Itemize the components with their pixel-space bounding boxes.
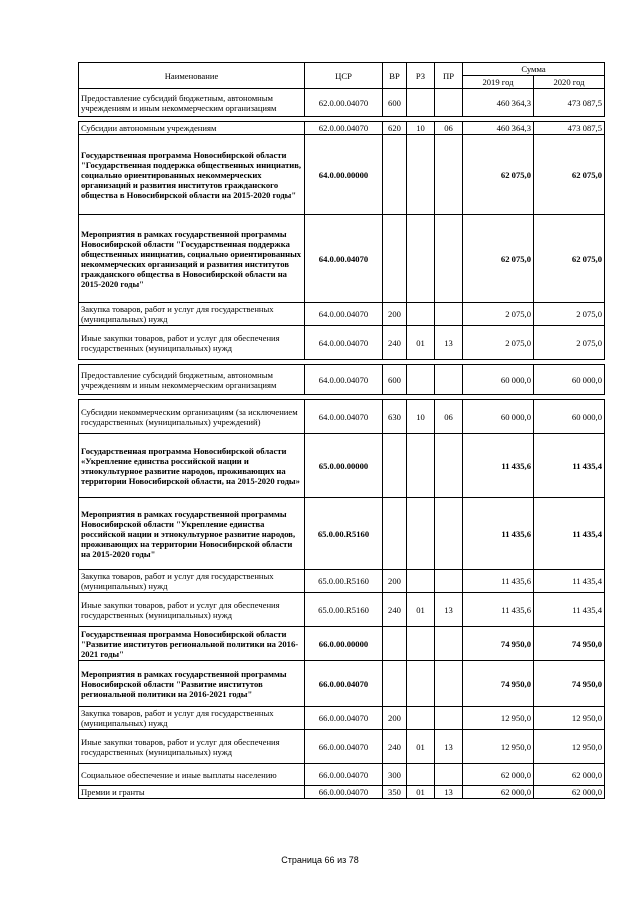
- row-2019-cell: 74 950,0: [463, 661, 534, 707]
- table-body: [79, 89, 605, 799]
- table-row: [79, 570, 605, 593]
- row-vr-cell: [383, 135, 407, 215]
- row-2020-cell: 74 950,0: [534, 627, 605, 661]
- row-name-cell: Мероприятия в рамках государственной программы Новосибирской области "Государственная поддержка общественных инициатив, социально ориентированных некоммерческих организаций и развития институтов гражданского общества в Новосибирской области на 2015-2020 годы": [79, 215, 305, 303]
- row-name-cell: Иные закупки товаров, работ и услуг для обеспечения государственных (муниципальных) нужд: [79, 326, 305, 360]
- row-vr-cell: [383, 434, 407, 498]
- row-rz-cell: 01: [407, 786, 435, 799]
- row-2019-cell: 11 435,6: [463, 570, 534, 593]
- row-csr-cell: 65.0.00.R5160: [305, 498, 383, 570]
- row-2019-cell: 11 435,6: [463, 593, 534, 627]
- row-2020-cell: 62 075,0: [534, 135, 605, 215]
- row-name-cell: Субсидии некоммерческим организациям (за исключением государственных (муниципальных) учреждений): [79, 400, 305, 434]
- row-rz-cell: [407, 215, 435, 303]
- row-pr-cell: [435, 303, 463, 326]
- row-pr-cell: [435, 434, 463, 498]
- row-rz-cell: [407, 498, 435, 570]
- row-csr-cell: 66.0.00.04070: [305, 707, 383, 730]
- row-vr-cell: 240: [383, 326, 407, 360]
- row-vr-cell: [383, 661, 407, 707]
- row-csr-cell: 64.0.00.04070: [305, 326, 383, 360]
- row-name-cell: Предоставление субсидий бюджетным, автономным учреждениям и иным некоммерческим организациям: [79, 89, 305, 117]
- row-csr-cell: 64.0.00.04070: [305, 400, 383, 434]
- row-2019-cell: 12 950,0: [463, 707, 534, 730]
- row-rz-cell: [407, 627, 435, 661]
- row-name-cell: Государственная программа Новосибирской области "Развитие институтов региональной политики на 2016-2021 годы": [79, 627, 305, 661]
- row-2019-cell: 62 075,0: [463, 135, 534, 215]
- row-vr-cell: 350: [383, 786, 407, 799]
- header-rz: РЗ: [407, 63, 435, 89]
- row-csr-cell: 64.0.00.04070: [305, 303, 383, 326]
- table-row: [79, 89, 605, 117]
- header-vr: ВР: [383, 63, 407, 89]
- row-2019-cell: 460 364,3: [463, 89, 534, 117]
- row-pr-cell: 13: [435, 786, 463, 799]
- row-name-cell: Закупка товаров, работ и услуг для государственных (муниципальных) нужд: [79, 303, 305, 326]
- row-csr-cell: 66.0.00.04070: [305, 764, 383, 786]
- row-vr-cell: 620: [383, 122, 407, 135]
- row-2020-cell: 62 000,0: [534, 764, 605, 786]
- row-2019-cell: 2 075,0: [463, 303, 534, 326]
- table-row: [79, 661, 605, 707]
- row-csr-cell: 65.0.00.R5160: [305, 570, 383, 593]
- row-name-cell: Мероприятия в рамках государственной программы Новосибирской области "Укрепление единства российской нации и этнокультурное развитие народов, проживающих на территории Новосибирской области на 2015-2020 годы": [79, 498, 305, 570]
- row-pr-cell: 13: [435, 730, 463, 764]
- row-2019-cell: 60 000,0: [463, 400, 534, 434]
- row-pr-cell: [435, 135, 463, 215]
- row-csr-cell: 64.0.00.00000: [305, 135, 383, 215]
- row-pr-cell: [435, 764, 463, 786]
- budget-table: [78, 62, 605, 799]
- header-pr: ПР: [435, 63, 463, 89]
- row-rz-cell: 10: [407, 122, 435, 135]
- row-rz-cell: [407, 434, 435, 498]
- row-pr-cell: [435, 627, 463, 661]
- row-2020-cell: 74 950,0: [534, 661, 605, 707]
- row-2020-cell: 11 435,4: [534, 434, 605, 498]
- row-vr-cell: 240: [383, 593, 407, 627]
- table-row: [79, 593, 605, 627]
- budget-table-sheet: [78, 62, 604, 799]
- row-csr-cell: 66.0.00.00000: [305, 627, 383, 661]
- row-pr-cell: [435, 661, 463, 707]
- row-vr-cell: [383, 498, 407, 570]
- row-name-cell: Иные закупки товаров, работ и услуг для обеспечения государственных (муниципальных) нужд: [79, 593, 305, 627]
- row-vr-cell: [383, 215, 407, 303]
- row-pr-cell: [435, 570, 463, 593]
- row-name-cell: Предоставление субсидий бюджетным, автономным учреждениям и иным некоммерческим организациям: [79, 365, 305, 395]
- table-row: [79, 498, 605, 570]
- page-footer: Страница 66 из 78: [281, 855, 359, 865]
- row-2019-cell: 62 000,0: [463, 786, 534, 799]
- row-rz-cell: 01: [407, 326, 435, 360]
- row-vr-cell: 600: [383, 365, 407, 395]
- table-row: [79, 786, 605, 799]
- row-rz-cell: [407, 764, 435, 786]
- row-2019-cell: 2 075,0: [463, 326, 534, 360]
- header-name: Наименование: [79, 63, 305, 89]
- table-row: [79, 707, 605, 730]
- table-row: [79, 730, 605, 764]
- row-name-cell: Закупка товаров, работ и услуг для государственных (муниципальных) нужд: [79, 707, 305, 730]
- header-2020: 2020 год: [534, 76, 605, 89]
- row-pr-cell: [435, 89, 463, 117]
- row-pr-cell: 13: [435, 326, 463, 360]
- row-2020-cell: 11 435,4: [534, 593, 605, 627]
- row-2019-cell: 11 435,6: [463, 434, 534, 498]
- row-rz-cell: 01: [407, 730, 435, 764]
- row-rz-cell: [407, 661, 435, 707]
- row-pr-cell: 06: [435, 122, 463, 135]
- row-rz-cell: [407, 89, 435, 117]
- table-row: [79, 122, 605, 135]
- table-row: [79, 365, 605, 395]
- row-rz-cell: [407, 303, 435, 326]
- row-2019-cell: 11 435,6: [463, 498, 534, 570]
- row-csr-cell: 64.0.00.04070: [305, 215, 383, 303]
- row-2020-cell: 473 087,5: [534, 89, 605, 117]
- row-rz-cell: [407, 135, 435, 215]
- row-2019-cell: 460 364,3: [463, 122, 534, 135]
- row-2020-cell: 62 075,0: [534, 215, 605, 303]
- row-2020-cell: 60 000,0: [534, 365, 605, 395]
- row-vr-cell: 300: [383, 764, 407, 786]
- row-vr-cell: 200: [383, 570, 407, 593]
- row-rz-cell: [407, 570, 435, 593]
- row-pr-cell: [435, 365, 463, 395]
- row-pr-cell: [435, 707, 463, 730]
- row-2019-cell: 74 950,0: [463, 627, 534, 661]
- row-2020-cell: 473 087,5: [534, 122, 605, 135]
- row-2020-cell: 2 075,0: [534, 326, 605, 360]
- row-name-cell: Государственная программа Новосибирской области «Укрепление единства российской нации и этнокультурное развитие народов, проживающих на территории Новосибирской области, на 2015-2020 годы»: [79, 434, 305, 498]
- row-2020-cell: 11 435,4: [534, 570, 605, 593]
- row-2020-cell: 12 950,0: [534, 730, 605, 764]
- row-2019-cell: 12 950,0: [463, 730, 534, 764]
- row-pr-cell: 13: [435, 593, 463, 627]
- table-row: [79, 303, 605, 326]
- row-csr-cell: 65.0.00.00000: [305, 434, 383, 498]
- row-csr-cell: 66.0.00.04070: [305, 730, 383, 764]
- row-name-cell: Государственная программа Новосибирской области "Государственная поддержка общественных инициатив, социально ориентированных некоммерческих организаций и развития институтов гражданского общества в Новосибирской области на 2015-2020 годы": [79, 135, 305, 215]
- row-name-cell: Иные закупки товаров, работ и услуг для обеспечения государственных (муниципальных) нужд: [79, 730, 305, 764]
- row-2019-cell: 62 000,0: [463, 764, 534, 786]
- row-pr-cell: [435, 215, 463, 303]
- row-rz-cell: [407, 365, 435, 395]
- row-name-cell: Субсидии автономным учреждениям: [79, 122, 305, 135]
- row-2020-cell: 11 435,4: [534, 498, 605, 570]
- row-csr-cell: 66.0.00.04070: [305, 786, 383, 799]
- table-row: [79, 434, 605, 498]
- row-2020-cell: 2 075,0: [534, 303, 605, 326]
- header-sum: Сумма: [463, 63, 605, 76]
- row-csr-cell: 66.0.00.04070: [305, 661, 383, 707]
- row-rz-cell: 10: [407, 400, 435, 434]
- row-vr-cell: 600: [383, 89, 407, 117]
- row-vr-cell: 200: [383, 303, 407, 326]
- row-2019-cell: 60 000,0: [463, 365, 534, 395]
- row-vr-cell: 240: [383, 730, 407, 764]
- row-name-cell: Социальное обеспечение и иные выплаты населению: [79, 764, 305, 786]
- row-rz-cell: 01: [407, 593, 435, 627]
- table-row: [79, 400, 605, 434]
- table-row: [79, 627, 605, 661]
- row-csr-cell: 62.0.00.04070: [305, 122, 383, 135]
- row-csr-cell: 65.0.00.R5160: [305, 593, 383, 627]
- row-name-cell: Премии и гранты: [79, 786, 305, 799]
- header-csr: ЦСР: [305, 63, 383, 89]
- row-name-cell: Закупка товаров, работ и услуг для государственных (муниципальных) нужд: [79, 570, 305, 593]
- row-vr-cell: 200: [383, 707, 407, 730]
- row-2020-cell: 12 950,0: [534, 707, 605, 730]
- row-2020-cell: 62 000,0: [534, 786, 605, 799]
- row-2020-cell: 60 000,0: [534, 400, 605, 434]
- row-vr-cell: [383, 627, 407, 661]
- row-csr-cell: 64.0.00.04070: [305, 365, 383, 395]
- row-vr-cell: 630: [383, 400, 407, 434]
- row-pr-cell: 06: [435, 400, 463, 434]
- header-2019: 2019 год: [463, 76, 534, 89]
- table-row: [79, 764, 605, 786]
- table-row: [79, 326, 605, 360]
- table-row: [79, 215, 605, 303]
- table-row: [79, 135, 605, 215]
- row-name-cell: Мероприятия в рамках государственной программы Новосибирской области "Развитие институтов региональной политики на 2016-2021 годы": [79, 661, 305, 707]
- row-rz-cell: [407, 707, 435, 730]
- row-2019-cell: 62 075,0: [463, 215, 534, 303]
- row-csr-cell: 62.0.00.04070: [305, 89, 383, 117]
- row-pr-cell: [435, 498, 463, 570]
